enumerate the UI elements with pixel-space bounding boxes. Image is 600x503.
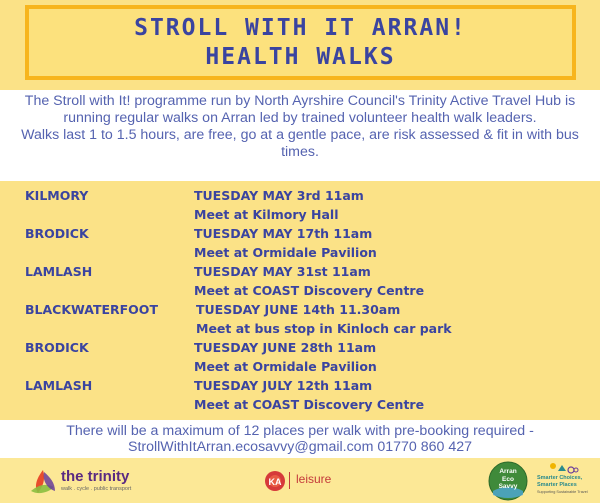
walk-date-time: TUESDAY JUNE 14th 11.30am [196, 302, 401, 317]
smarter-choices-line-2: Smarter Places [537, 481, 577, 488]
walk-location: LAMLASH [25, 378, 93, 393]
title-line-2: HEALTH WALKS [205, 43, 396, 70]
intro-paragraph-details: Walks last 1 to 1.5 hours, are free, go at a gentle pace, are risk assessed & fit in with bus times. [21, 127, 579, 160]
leisure-divider [289, 472, 290, 489]
intro-panel [0, 90, 600, 181]
trinity-knot-icon [28, 467, 58, 497]
walk-meeting-point: Meet at COAST Discovery Centre [194, 283, 425, 298]
eco-savvy-word-eco: Eco [502, 475, 514, 483]
ka-leisure-logo [264, 468, 354, 494]
eco-savvy-text [488, 468, 528, 491]
smarter-choices-icons [549, 462, 579, 474]
booking-contact: StrollWithItArran.ecosavvy@gmail.com 01770 860 427 [127, 439, 473, 455]
arran-eco-savvy-logo [488, 461, 528, 501]
walk-location: LAMLASH [25, 264, 93, 279]
sponsor-footer [0, 458, 600, 503]
title-banner [25, 5, 576, 80]
smarter-choices-tagline: Supporting Sustainable Travel [537, 490, 588, 494]
walk-location: BLACKWATERFOOT [25, 302, 158, 317]
walk-meeting-point: Meet at Ormidale Pavilion [194, 245, 377, 260]
trinity-logo [28, 467, 148, 497]
walk-schedule [0, 183, 600, 418]
walk-meeting-point: Meet at Kilmory Hall [194, 207, 339, 222]
walk-date-time: TUESDAY JUNE 28th 11am [194, 340, 377, 355]
walk-location: BRODICK [25, 340, 89, 355]
trinity-logo-tagline: walk . cycle . public transport [61, 486, 132, 492]
smarter-choices-logo [535, 462, 597, 500]
intro-paragraph: The Stroll with It! programme run by North Ayrshire Council's Trinity Active Travel Hub is running regular walks on Arran led by trained volunteer health walk leaders. [24, 93, 576, 126]
trinity-logo-name: the trinity [61, 468, 130, 485]
walk-location: KILMORY [25, 188, 89, 203]
walk-meeting-point: Meet at COAST Discovery Centre [194, 397, 425, 412]
walk-meeting-point: Meet at Ormidale Pavilion [194, 359, 377, 374]
eco-savvy-word-arran: Arran [499, 468, 517, 475]
title-line-1: STROLL WITH IT ARRAN! [134, 14, 467, 41]
smarter-choices-text [537, 475, 582, 488]
ka-leisure-mark-icon [264, 468, 286, 494]
walk-date-time: TUESDAY MAY 17th 11am [194, 226, 373, 241]
booking-panel [0, 420, 600, 458]
walk-date-time: TUESDAY MAY 3rd 11am [194, 188, 364, 203]
walk-date-time: TUESDAY JULY 12th 11am [194, 378, 373, 393]
leisure-label: leisure [296, 472, 332, 486]
eco-savvy-word-savvy: Savvy [498, 483, 518, 490]
walk-date-time: TUESDAY MAY 31st 11am [194, 264, 371, 279]
walk-location: BRODICK [25, 226, 89, 241]
ka-leisure-mark-letters: KA [268, 477, 282, 487]
walk-meeting-point: Meet at bus stop in Kinloch car park [196, 321, 452, 336]
booking-note: There will be a maximum of 12 places per walk with pre-booking required - [66, 423, 534, 439]
smarter-choices-line-1: Smarter Choices, [537, 475, 583, 481]
